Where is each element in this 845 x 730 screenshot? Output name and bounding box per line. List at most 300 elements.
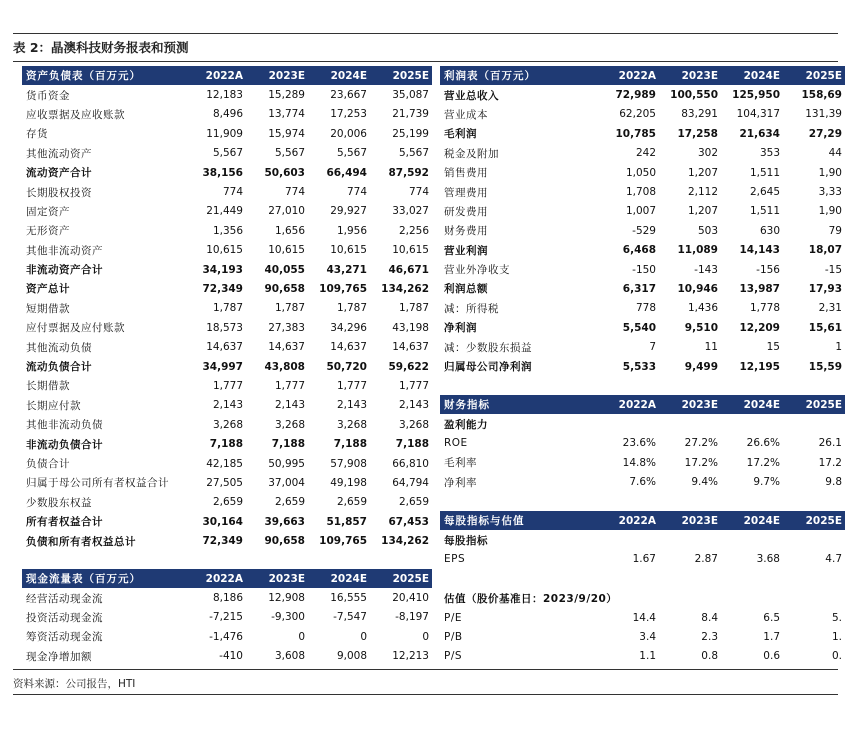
row-value: 302 [697, 147, 718, 160]
row-value: 50,995 [268, 457, 305, 470]
footer-rule [13, 694, 838, 695]
row-value: 1,207 [687, 205, 718, 218]
row-value: 1,777 [398, 379, 429, 392]
row-value: 2.87 [694, 553, 718, 566]
row-label: 投资活动现金流 [26, 611, 103, 624]
table-row [22, 627, 432, 646]
row-value: 1,511 [749, 205, 780, 218]
row-value: 774 [408, 186, 429, 199]
title-rule [13, 61, 838, 62]
table-row [440, 414, 845, 433]
row-value: 30,164 [202, 515, 243, 528]
table-row [440, 279, 845, 298]
table-row [440, 473, 845, 492]
row-label: EPS [444, 553, 466, 566]
row-value: 2,659 [336, 496, 367, 509]
row-label: 减：所得税 [444, 302, 499, 315]
table-row [22, 202, 432, 221]
table-header-row [440, 395, 845, 414]
table-row [440, 241, 845, 260]
year-header: 2023E [246, 66, 308, 85]
table-row [22, 124, 432, 143]
table-row [22, 105, 432, 124]
row-label: 减：少数股东损益 [444, 341, 532, 354]
row-value: 5,567 [336, 147, 367, 160]
section-header: 每股指标与估值 [440, 511, 597, 530]
row-value: 1,436 [687, 302, 718, 315]
row-value: 35,087 [392, 89, 429, 102]
row-value: 2,256 [398, 224, 429, 237]
row-value: 14,637 [392, 341, 429, 354]
row-value: 2,143 [398, 399, 429, 412]
section-header: 资产负债表（百万元） [22, 66, 184, 85]
table-row [440, 85, 845, 104]
row-value: 13,987 [739, 282, 780, 295]
row-value: 1,778 [749, 302, 780, 315]
row-value: 6,468 [622, 244, 656, 257]
row-value: 15,974 [268, 127, 305, 140]
row-value: -15 [824, 263, 842, 276]
row-value: 14,637 [330, 341, 367, 354]
year-header: 2024E [721, 395, 783, 414]
year-header: 2023E [659, 66, 721, 85]
row-value: 134,262 [381, 282, 429, 295]
row-value: 10,615 [206, 244, 243, 257]
row-value: 1,90 [818, 205, 842, 218]
year-header: 2025E [370, 66, 432, 85]
row-label: 其他非流动资产 [26, 244, 103, 257]
year-header: 2024E [721, 511, 783, 530]
cash-flow-table [22, 569, 432, 666]
row-value: 15,289 [268, 89, 305, 102]
row-label: 估值（股价基准日：2023/9/20） [444, 592, 618, 605]
row-value: 4.7 [825, 553, 842, 566]
row-label: 研发费用 [444, 205, 488, 218]
table-row [22, 376, 432, 395]
row-value: 66,494 [326, 166, 367, 179]
row-label: 无形资产 [26, 225, 70, 238]
table-row [22, 531, 432, 550]
row-value: 13,774 [268, 108, 305, 121]
row-value [721, 589, 783, 608]
row-value: 6.5 [763, 611, 780, 624]
table-row [440, 318, 845, 337]
row-label: 应收票据及应收账款 [26, 108, 125, 121]
row-value: 59,622 [388, 360, 429, 373]
row-value: 778 [635, 302, 656, 315]
row-value: 0 [298, 630, 305, 643]
row-value: 43,198 [392, 321, 429, 334]
row-value: 38,156 [202, 166, 243, 179]
bottom-rule [13, 669, 838, 670]
row-value: 630 [759, 224, 780, 237]
row-value: 34,296 [330, 321, 367, 334]
row-label: 财务费用 [444, 225, 488, 238]
row-value: 1,777 [274, 379, 305, 392]
table-row [440, 357, 845, 376]
section-header: 利润表（百万元） [440, 66, 597, 85]
row-label: 非流动资产合计 [26, 264, 103, 277]
table-row [22, 279, 432, 298]
row-value: 10,615 [392, 244, 429, 257]
row-value: 90,658 [264, 282, 305, 295]
row-value: 3,268 [212, 418, 243, 431]
table-row [22, 493, 432, 512]
row-value: 14,143 [739, 244, 780, 257]
row-value: 104,317 [736, 108, 780, 121]
table-row [22, 434, 432, 453]
row-value: 1,787 [212, 302, 243, 315]
row-value: 1.1 [639, 650, 656, 663]
row-label: 长期股权投资 [26, 186, 92, 199]
row-value: 9.8 [825, 476, 842, 489]
table-row [440, 337, 845, 356]
row-value: 2,31 [818, 302, 842, 315]
row-label: 利润总额 [444, 283, 488, 296]
row-value: 44 [828, 147, 842, 160]
row-value: 1,787 [398, 302, 429, 315]
table-row [22, 588, 432, 607]
row-value: 2,659 [398, 496, 429, 509]
row-value: 20,006 [330, 127, 367, 140]
row-value: 3,268 [336, 418, 367, 431]
row-value: 2,659 [274, 496, 305, 509]
row-label: 管理费用 [444, 186, 488, 199]
row-value: 242 [635, 147, 656, 160]
row-label: 所有者权益合计 [26, 516, 103, 529]
year-header: 2022A [597, 395, 659, 414]
row-value: 18,573 [206, 321, 243, 334]
row-label: 存货 [26, 128, 48, 141]
row-value: 7 [649, 341, 656, 354]
row-value: 66,810 [392, 457, 429, 470]
row-value: 83,291 [681, 108, 718, 121]
row-value: 8.4 [701, 611, 718, 624]
row-value: 9.4% [691, 476, 718, 489]
year-header: 2024E [721, 66, 783, 85]
row-value: 2,143 [336, 399, 367, 412]
row-value: 1,050 [625, 166, 656, 179]
row-label: 应付票据及应付账款 [26, 322, 125, 335]
row-value [783, 569, 845, 588]
row-value: 1,511 [749, 166, 780, 179]
row-value: 1,007 [625, 205, 656, 218]
table-row [22, 512, 432, 531]
row-label: 营业总收入 [444, 89, 499, 102]
row-label: 其他非流动负债 [26, 419, 103, 432]
row-value: 109,765 [319, 535, 367, 548]
row-value: 46,671 [388, 263, 429, 276]
row-value: 17,253 [330, 108, 367, 121]
row-value [721, 530, 783, 549]
row-label: 净利润 [444, 322, 477, 335]
table-header-row [22, 569, 432, 588]
row-value [783, 414, 845, 433]
row-value: 11,909 [206, 127, 243, 140]
row-value: 1. [831, 631, 842, 644]
table-row [440, 105, 845, 124]
row-value: 20,410 [392, 592, 429, 605]
row-label: 经营活动现金流 [26, 592, 103, 605]
row-value: 34,997 [202, 360, 243, 373]
row-value: 5,540 [622, 321, 656, 334]
row-value: 2.3 [701, 631, 718, 644]
row-value: 2,143 [274, 399, 305, 412]
table-row [440, 530, 845, 549]
row-label: 长期借款 [26, 380, 70, 393]
row-value: 27.2% [684, 437, 718, 450]
row-label: 净利率 [444, 476, 477, 489]
row-label: 税金及附加 [444, 147, 499, 160]
row-value: -529 [632, 224, 656, 237]
row-value: 42,185 [206, 457, 243, 470]
row-value: 11 [704, 341, 718, 354]
row-value: 5. [831, 611, 842, 624]
row-value: 27,29 [808, 127, 842, 140]
table-row [440, 163, 845, 182]
row-value: 64,794 [392, 476, 429, 489]
row-label: 营业外净收支 [444, 264, 510, 277]
top-rule [13, 33, 838, 34]
row-label: 其他流动资产 [26, 147, 92, 160]
year-header: 2023E [659, 511, 721, 530]
row-value [659, 569, 721, 588]
row-value: 9,008 [336, 650, 367, 663]
row-value: 10,946 [677, 282, 718, 295]
row-value: 9,510 [684, 321, 718, 334]
row-value: 17.2 [818, 456, 842, 469]
row-value: 3,33 [818, 186, 842, 199]
row-value: -143 [694, 263, 718, 276]
row-value: 90,658 [264, 535, 305, 548]
row-value: 14,637 [268, 341, 305, 354]
row-value: 16,555 [330, 592, 367, 605]
row-value: 12,908 [268, 592, 305, 605]
table-row [440, 124, 845, 143]
row-label: 筹资活动现金流 [26, 631, 103, 644]
row-value: 15,59 [808, 360, 842, 373]
table-row [440, 608, 845, 627]
table-row [440, 453, 845, 472]
table-row [22, 396, 432, 415]
year-header: 2023E [659, 395, 721, 414]
table-row [22, 182, 432, 201]
row-value: 1,777 [212, 379, 243, 392]
row-value: 29,927 [330, 205, 367, 218]
row-label: P/S [444, 650, 463, 663]
row-value: 17,93 [808, 282, 842, 295]
year-header: 2025E [783, 395, 845, 414]
row-value: 18,07 [808, 244, 842, 257]
row-value: 12,183 [206, 89, 243, 102]
row-value: 15,61 [808, 321, 842, 334]
row-value: 17.2% [746, 456, 780, 469]
year-header: 2025E [783, 66, 845, 85]
row-label: 短期借款 [26, 302, 70, 315]
row-label: 负债合计 [26, 458, 70, 470]
table-row [22, 473, 432, 492]
row-value: 2,645 [749, 186, 780, 199]
row-value [659, 414, 721, 433]
table-row [440, 221, 845, 240]
row-value: 5,567 [212, 147, 243, 160]
table-row [22, 221, 432, 240]
year-header: 2024E [308, 569, 370, 588]
row-value: 27,010 [268, 205, 305, 218]
row-value: 503 [697, 224, 718, 237]
row-value: 7.6% [629, 476, 656, 489]
row-value: -150 [632, 263, 656, 276]
row-value: 3.4 [639, 631, 656, 644]
row-value: 0.6 [763, 650, 780, 663]
row-value: 774 [346, 186, 367, 199]
row-value: 12,213 [392, 650, 429, 663]
table-header-row [22, 66, 432, 85]
income-statement-table [440, 66, 845, 376]
row-value: 131,39 [805, 108, 842, 121]
table-row [22, 163, 432, 182]
row-label: 负债和所有者权益总计 [26, 535, 136, 548]
row-label: 其他流动负债 [26, 341, 92, 354]
table-row [22, 415, 432, 434]
row-label: 固定资产 [26, 205, 70, 218]
row-value: 21,739 [392, 108, 429, 121]
per-share-valuation-table [440, 511, 845, 666]
row-value: 34,193 [202, 263, 243, 276]
row-value: 72,989 [615, 89, 656, 102]
year-header: 2022A [597, 66, 659, 85]
section-header: 现金流量表（百万元） [22, 569, 184, 588]
row-value: 23.6% [622, 437, 656, 450]
row-value [597, 569, 659, 588]
row-value: 134,262 [381, 535, 429, 548]
row-value: 774 [284, 186, 305, 199]
row-label [440, 569, 597, 588]
row-value [659, 589, 721, 608]
table-row [440, 647, 845, 666]
row-value: -7,547 [333, 611, 367, 624]
table-row [22, 241, 432, 260]
row-label: P/B [444, 631, 463, 644]
row-label: 毛利率 [444, 457, 477, 470]
row-value: 57,908 [330, 457, 367, 470]
row-label: 货币资金 [26, 89, 70, 102]
row-label: ROE [444, 437, 468, 450]
row-label: 现金净增加额 [26, 650, 92, 663]
row-label: 资产总计 [26, 283, 70, 296]
row-value: 3,608 [274, 650, 305, 663]
row-value [721, 414, 783, 433]
row-value: 26.1 [818, 437, 842, 450]
table-row [440, 589, 845, 608]
row-value: 100,550 [670, 89, 718, 102]
row-label: 归属于母公司所有者权益合计 [26, 477, 169, 490]
row-value: 158,69 [801, 89, 842, 102]
row-value: 27,505 [206, 476, 243, 489]
row-value: 67,453 [388, 515, 429, 528]
row-value: 5,567 [274, 147, 305, 160]
table-row [22, 357, 432, 376]
row-value: 11,089 [677, 244, 718, 257]
row-value: 1.67 [632, 553, 656, 566]
row-value [721, 569, 783, 588]
row-value: 9.7% [753, 476, 780, 489]
table-row [440, 569, 845, 588]
row-value: 10,785 [615, 127, 656, 140]
table-row [440, 202, 845, 221]
year-header: 2022A [597, 511, 659, 530]
row-value: 79 [828, 224, 842, 237]
table-row [22, 299, 432, 318]
row-value: 2,659 [212, 496, 243, 509]
row-value: 5,533 [622, 360, 656, 373]
row-value: 9,499 [684, 360, 718, 373]
table-row [440, 627, 845, 646]
table-row [22, 318, 432, 337]
year-header: 2025E [783, 511, 845, 530]
row-value [783, 589, 845, 608]
row-label: P/E [444, 611, 463, 624]
table-header-row [440, 511, 845, 530]
row-value: 125,950 [732, 89, 780, 102]
row-value: 3,268 [398, 418, 429, 431]
row-label: 每股指标 [444, 534, 488, 547]
row-value: 14.8% [622, 456, 656, 469]
row-value: 40,055 [264, 263, 305, 276]
row-label: 毛利润 [444, 128, 477, 141]
row-value: 1 [835, 341, 842, 354]
row-value: 26.6% [746, 437, 780, 450]
row-value: 774 [222, 186, 243, 199]
row-value: 21,634 [739, 127, 780, 140]
row-value: 14.4 [632, 611, 656, 624]
row-value: 10,615 [268, 244, 305, 257]
table-row [22, 647, 432, 666]
row-value: 43,808 [264, 360, 305, 373]
row-value: 1,90 [818, 166, 842, 179]
row-value: 1,777 [336, 379, 367, 392]
table-row [22, 260, 432, 279]
row-value: 1,356 [212, 224, 243, 237]
table-header-row [440, 66, 845, 85]
row-value: 14,637 [206, 341, 243, 354]
table-row [440, 299, 845, 318]
row-value: 1.7 [763, 631, 780, 644]
row-value: 50,603 [264, 166, 305, 179]
row-value: -410 [219, 650, 243, 663]
row-label: 流动资产合计 [26, 167, 92, 180]
row-value: 0. [831, 650, 842, 663]
row-value: 12,195 [739, 360, 780, 373]
row-value: 1,787 [336, 302, 367, 315]
table-row [440, 434, 845, 453]
row-label: 非流动负债合计 [26, 438, 103, 451]
table-row [22, 608, 432, 627]
row-value: 8,186 [212, 592, 243, 605]
row-value: 17.2% [684, 456, 718, 469]
year-header: 2022A [184, 66, 246, 85]
row-value: 15 [766, 341, 780, 354]
year-header: 2025E [370, 569, 432, 588]
row-value: 3,268 [274, 418, 305, 431]
row-value: 1,787 [274, 302, 305, 315]
row-value: -1,476 [209, 630, 243, 643]
row-value: 7,188 [395, 438, 429, 451]
row-value [783, 530, 845, 549]
row-value: 12,209 [739, 321, 780, 334]
row-value: 2,112 [687, 186, 718, 199]
year-header: 2023E [246, 569, 308, 588]
